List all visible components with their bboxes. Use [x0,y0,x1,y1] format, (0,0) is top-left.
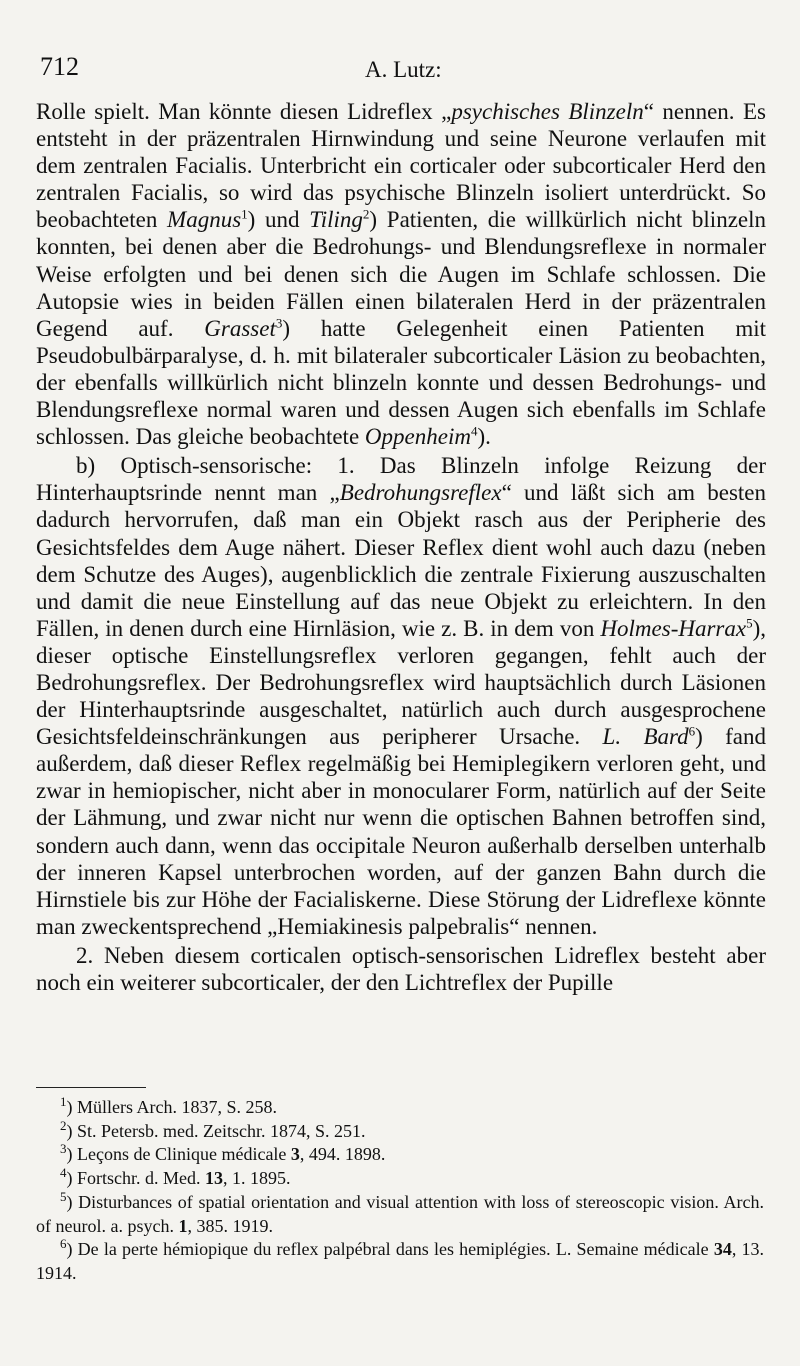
footnote-marker: 1 [241,206,248,222]
footnote-marker: 1 [60,1094,67,1109]
italic-name: Grasset [204,315,276,341]
body-text [36,98,766,996]
italic-name: Oppenheim [364,424,471,450]
text-run: “ und läßt sich am besten dadurch hervorrufen, daß man ein Objekt rasch aus der Peripherie des Gesichtsfeldes dem Auge nähert. Dieser Reflex dient wohl auch dazu (neben dem Schutze des Auges), augenblicklich die zentrale Fixierung auszuschalten und damit die neue Einstellung auf das neue Objekt zu erleichtern. In den Fällen, in denen durch eine Hirnläsion, wie z. B. in dem von [36,480,766,641]
italic-name: Magnus [167,207,242,233]
footnote-5 [36,1188,764,1238]
footnotes [36,1096,764,1286]
text-run: ) Leçons de Clinique médicale [66,1144,291,1165]
page-number: 712 [40,52,79,81]
text-run: ) De la perte hémiopique du reflex palpébral dans les hemiplégies. L. Semaine médicale [66,1239,714,1260]
text-run: , 1. 1895. [223,1168,291,1189]
text-run: ) Disturbances of spatial orientation and visual attention with loss of stereoscopic vision. Arch. of neurol. a. psych. [36,1191,764,1236]
footnote-rule [36,1087,146,1088]
footnote-marker: 2 [60,1117,67,1133]
text-run: , 13. 1914. [36,1239,765,1283]
footnote-6 [36,1238,764,1285]
volume-number: 3 [290,1144,300,1165]
running-head-author: A. Lutz: [365,57,442,82]
footnote-2 [36,1117,764,1144]
footnote-marker: 4 [470,423,478,439]
footnote-4 [36,1167,764,1191]
paragraph-psychisches-blinzeln [36,98,766,450]
footnote-marker: 5 [746,615,753,631]
footnote-marker: 4 [60,1165,67,1181]
footnote-marker: 5 [60,1188,67,1204]
text-run: 2. Neben diesem corticalen optisch-sensorischen Lidreflex besteht aber noch ein weiterer subcorticaler, der den Lichtreflex der Pupille [36,942,766,995]
paragraph-subcorticaler-reflex [36,942,766,996]
text-run: ) Patienten, die willkürlich nicht blinzeln konnten, bei denen aber die Bedrohungs- und Blendungsreflexe in normaler Weise erfolgten und bei denen sich die Augen im Schlafe schlossen. Die Autopsie wies in beiden Fällen einen bilateralen Herd in der präzentralen Gegend auf. [36,207,766,341]
text-run: ) St. Petersb. med. Zeitschr. 1874, S. 251. [66,1120,366,1141]
text-run: , 494. 1898. [299,1144,386,1165]
text-run: b) Optisch-sensorische: 1. Das Blinzeln infolge Reizung der Hinterhauptsrinde nennt man „ [36,453,766,506]
text-run: “ nennen. Es entsteht in der präzentralen Hirnwindung und seine Neurone verlaufen mit dem zentralen Facialis. Unterbricht ein corticaler oder subcorticaler Herd den zentralen Facialis, so wird das psychische Blinzeln isoliert unterdrückt. So beobachteten [36,99,766,233]
paragraph-optisch-sensorische [36,452,766,940]
italic-name: Tiling [309,207,363,233]
italic-name: Holmes-Harrax [600,615,747,641]
text-run: ) Müllers Arch. 1837, S. 258. [66,1097,277,1117]
text-run: ) und [247,207,310,233]
volume-number: 34 [713,1239,732,1260]
footnote-marker: 3 [60,1141,67,1157]
text-run: Rolle spielt. Man könnte diesen Lidreflex „ [36,99,452,124]
text-run: ) fand außerdem, daß dieser Reflex regelmäßig bei Hemiplegikern verloren geht, und zwar in hemiopischer, nicht aber in monocularer Form, natürlich auf der Seite der Lähmung, und zwar nicht nur wenn die optischen Bahnen betroffen sind, sondern auch dann, wenn das occipitale Neuron außerhalb derselben unterhalb der inneren Kapsel unterbrochen worden, auf der ganzen Bahn durch die Hirnstiele bis zur Höhe der Facialiskerne. Diese Störung der Lidreflexe könnte man zweckentsprechend „Hemiakinesis palpebralis“ nennen. [36,724,766,939]
volume-number: 13 [205,1168,223,1189]
volume-number: 1 [178,1215,188,1236]
italic-name: psychisches Blinzeln [451,99,644,124]
footnote-1 [36,1096,764,1120]
text-run: , 385. 1919. [187,1215,273,1236]
text-run: ) hatte Gelegenheit einen Patienten mit Pseudobulbärparalyse, d. h. mit bilateraler subcorticaler Läsion zu beobachten, der ebenfalls willkürlich nicht blinzeln konnte und dessen Bedrohungs- und Blendungsreflexe normal waren und dessen Augen sich ebenfalls im Schlafe schlossen. Das gleiche beobachtete [36,315,766,450]
text-run: ), dieser optische Einstellungsreflex verloren gegangen, fehlt auch der Bedrohungsreflex. Der Bedrohungsreflex wird hauptsächlich durch Läsionen der Hinterhauptsrinde ausgeschaltet, natürlich auch durch ausgesprochene Gesichtsfeldeinschränkungen aus peripherer Ursache. [36,615,766,750]
italic-name: L. Bard [602,724,689,750]
text-run: ). [477,424,491,450]
footnote-marker: 6 [688,723,696,739]
italic-name: Bedrohungsreflex [339,480,502,506]
footnote-marker: 3 [275,315,283,331]
footnote-3 [36,1143,764,1167]
text-run: ) Fortschr. d. Med. [66,1168,205,1189]
footnote-marker: 2 [362,206,370,222]
footnote-marker: 6 [60,1236,67,1252]
